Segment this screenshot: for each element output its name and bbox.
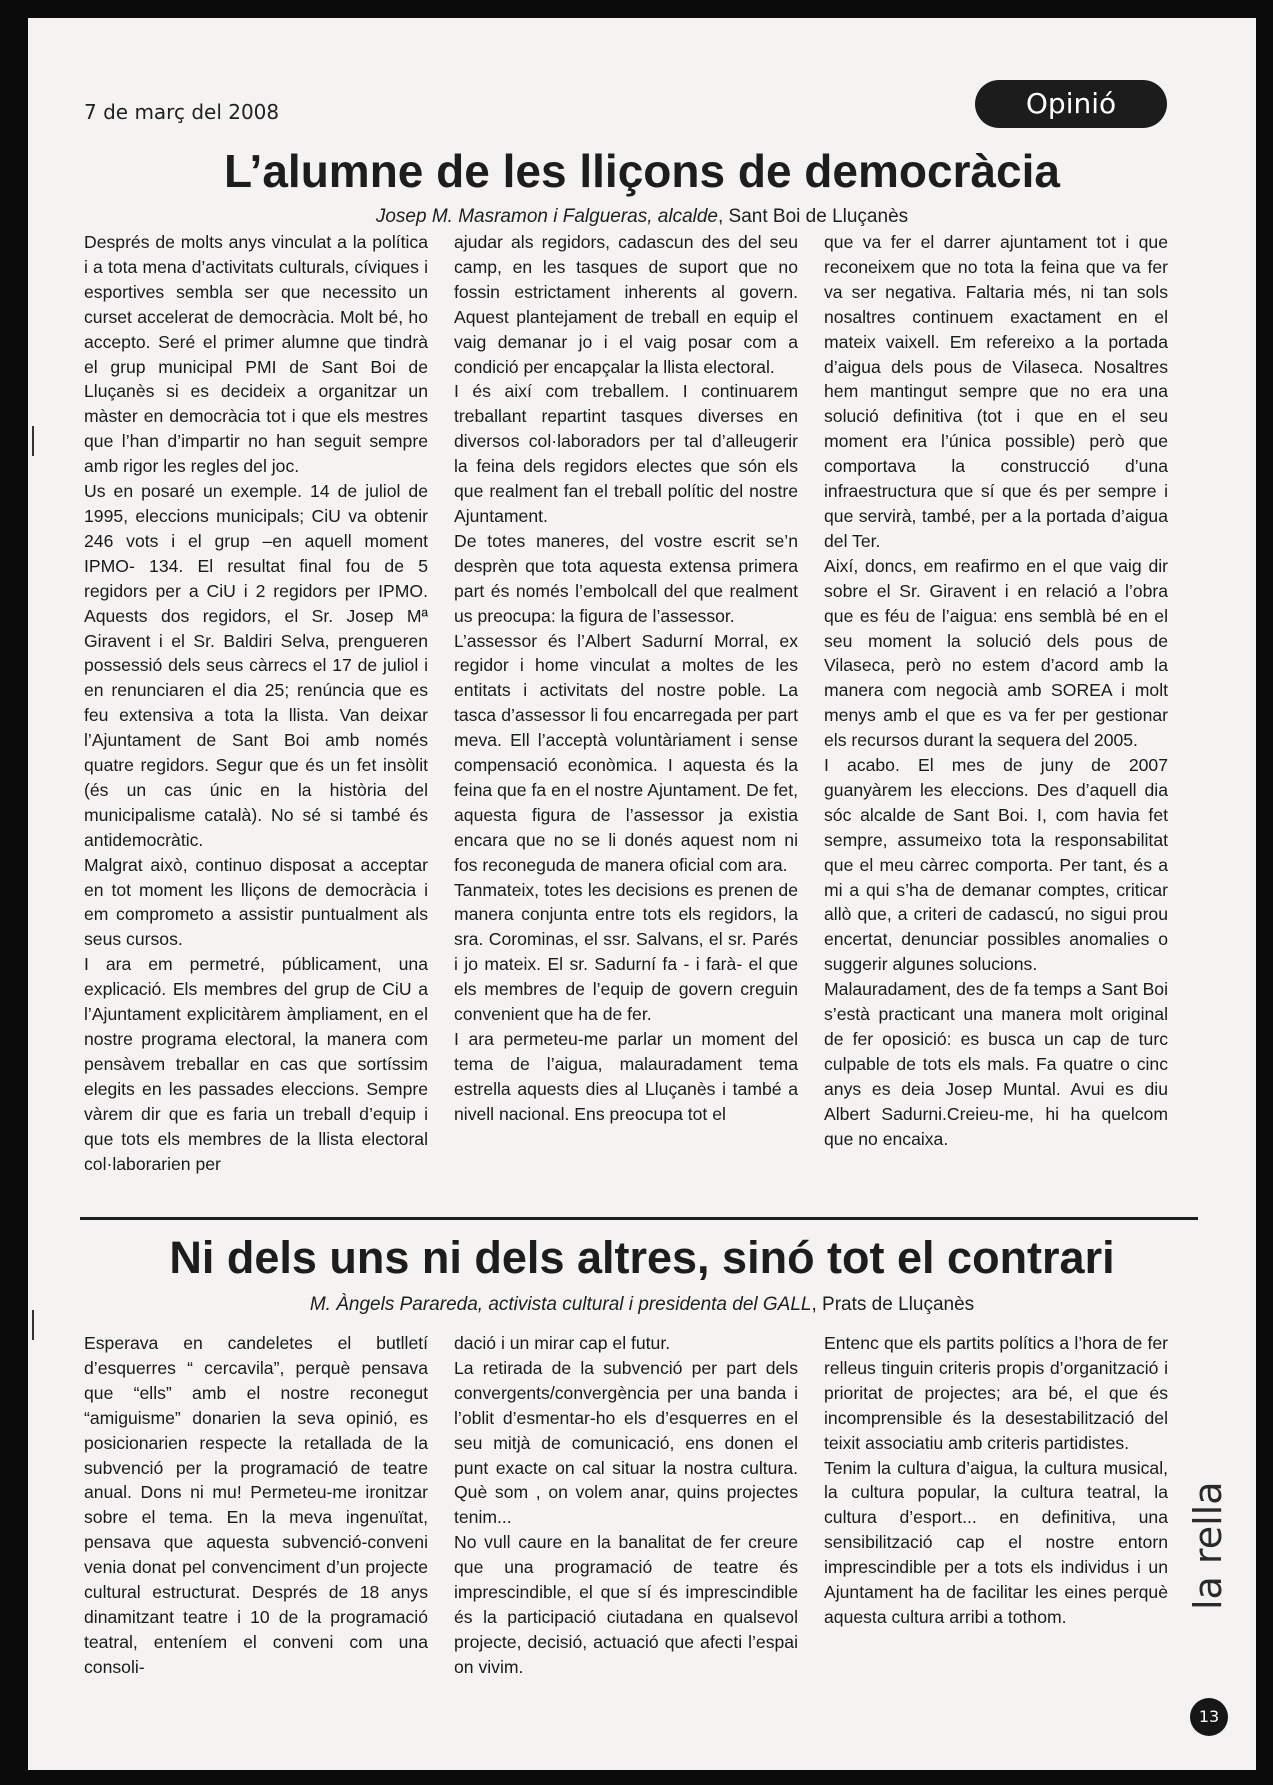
paragraph: Tanmateix, totes les decisions es prenen de manera conjunta entre tots els regidors, la sra. Corominas, el ssr. Salvans, el sr. Parés i jo mateix. El sr. Sadurní fa - i farà- el que els membres de l’equip de govern creguin convenient que ha de fer. (454, 879, 798, 1025)
paragraph: Després de molts anys vinculat a la política i a tota mena d’activitats culturals, cíviques i esportives sembla ser que necessito un curset accelerat de democràcia. Molt bé, ho accepto. Seré el primer alumne que tindrà el grup municipal PMI de Sant Boi de Lluçanès si es decideix a organitzar un màster en democràcia tot i que els mestres que l’han d’impartir no han seguit sempre amb rigor les regles del joc. (84, 232, 428, 477)
article-column-1 (84, 1331, 428, 1680)
paragraph: Esperava en candeletes el butlletí d’esquerres “ cercavila”, perquè pensava que “ells” amb el nostre reconegut “amiguisme” donarien la seva opinió, es posicionarien respecte la retallada de la subvenció per la programació de teatre anual. Dons ni mu! Permeteu-me ironitzar sobre el tema. En la meva ingenuïtat, pensava que aquesta subvenció-conveni venia donat pel convenciment d’un projecte cultural estructurat. Després de 18 anys dinamitzant teatre i 10 de la programació teatral, enteníem el conveni com una consoli- (84, 1333, 428, 1677)
paragraph: I acabo. El mes de juny de 2007 guanyàrem les eleccions. Des d’aquell dia sóc alcalde de Sant Boi. I, com havia fet sempre, assumeixo tota la responsabilitat que el meu càrrec comporta. Per tant, és a mi a qui s’ha de demanar comptes, criticar allò que, a criteri de cadascú, no sigui prou encertat, denunciar possibles anomalies o suggerir algunes solucions. (824, 755, 1168, 975)
byline-author: M. Àngels Parareda, activista cultural i presidenta del GALL (309, 1294, 812, 1315)
paragraph: I ara em permetré, públicament, una explicació. Els membres del grup de CiU a l’Ajuntament explicitàrem àmpliament, en el nostre programa electoral, la manera com pensàvem treballar en cas que sortíssim elegits en les passades eleccions. Sempre vàrem dir que es faria un treball d’equip i que tots els membres de la llista electoral col·laborarien per (84, 954, 428, 1174)
article-byline (28, 1294, 1256, 1316)
article-title: Ni dels uns ni dels altres, sinó tot el contrari (169, 1232, 1115, 1283)
page-number: 13 (1190, 1698, 1228, 1736)
article-column-2 (454, 230, 798, 1127)
article-divider (80, 1217, 1198, 1220)
article-byline (28, 206, 1256, 228)
article-column-3 (824, 230, 1168, 1152)
paragraph: Entenc que els partits polítics a l’hora de fer relleus tinguin criteris propis d’organització i prioritat de projectes; ara bé, el que és incomprensible és la desestabilització del teixit associatiu amb criteris partidistes. (824, 1333, 1168, 1453)
paragraph: que va fer el darrer ajuntament tot i que reconeixem que no tota la feina que va fer va ser negativa. Faltaria més, ni tan sols nosaltres continuem exactament en el mateix vaixell. Em refereixo a la portada d’aigua dels pous de Vilaseca. Nosaltres hem mantingut sempre que no era una solució definitiva (tot i que en el seu moment era l’única possible) però que comportava la construcció d’una infraestructura que sí que és per sempre i que servirà, també, per a la portada d’aigua del Ter. (824, 232, 1168, 551)
article-column-3 (824, 1331, 1168, 1630)
paragraph: Així, doncs, em reafirmo en el que vaig dir sobre el Sr. Giravent i en relació a l’obra que es féu de l’aigua: ens semblà bé en el seu moment la solució dels pous de Vilaseca, però no estem d’acord amb la manera com negocià amb SOREA i molt menys amb el que es va fer per gestionar els recursos durant la sequera del 2005. (824, 555, 1168, 751)
paragraph: Us en posaré un exemple. 14 de juliol de 1995, eleccions municipals; CiU va obtenir 246 vots i el grup –en aquell moment IPMO- 134. El resultat final fou de 5 regidors per a CiU i 2 regidors per IPMO. Aquests dos regidors, el Sr. Josep Mª Giravent i el Sr. Baldiri Selva, prengueren possessió dels seus càrrecs el 17 de juliol i en renunciaren el dia 25; renúncia que es feu extensiva a tota la llista. Van deixar l’Ajuntament de Sant Boi amb només quatre regidors. Segur que és un fet insòlit (és un cas únic en la història del municipalisme català). No sé si també és antidemocràtic. (84, 481, 428, 850)
byline-place: , Sant Boi de Lluçanès (718, 206, 909, 227)
paragraph: Malauradament, des de fa temps a Sant Boi s’està practicant una manera molt original de fer oposició: es busca un cap de turc culpable de tots els mals. Fa quatre o cinc anys es deia Josep Muntal. Avui es diu Albert Sadurni.Creieu-me, hi ha quelcom que no encaixa. (824, 979, 1168, 1149)
article-title: L’alumne de les lliçons de democràcia (224, 145, 1060, 197)
byline-place: , Prats de Lluçanès (811, 1294, 975, 1315)
paragraph: I ara permeteu-me parlar un moment del tema de l’aigua, malauradament tema estrella aquests dies al Lluçanès i també a nivell nacional. Ens preocupa tot el (454, 1029, 798, 1124)
article-column-1 (84, 230, 428, 1176)
newspaper-page (28, 18, 1256, 1770)
paragraph: ajudar als regidors, cadascun des del seu camp, en les tasques de suport que no fossin estrictament inherents al govern. Aquest plantejament de treball en equip el vaig demanar jo i el vaig posar com a condició per encapçalar la llista electoral. (454, 232, 798, 377)
paragraph: Tenim la cultura d’aigua, la cultura musical, la cultura popular, la cultura teatral, la cultura d’esport... en definitiva, una sensibilització cap el nostre entorn imprescindible per a tots els individus i un Ajuntament ha de facilitar les eines perquè aquesta cultura arribi a tothom. (824, 1457, 1168, 1627)
paragraph: La retirada de la subvenció per part dels convergents/convergència per una banda i l’oblit d’esmentar-ho els d’esquerres en el seu mitjà de comunicació, ens donen el punt exacte on cal situar la nostra cultura. Què som , on volem anar, quins projectes tenim... (454, 1357, 798, 1528)
paragraph: L’assessor és l’Albert Sadurní Morral, ex regidor i home vinculat a moltes de les entitats i activitats del nostre poble. La tasca d’assessor li fou encarregada per part meva. Ell l’acceptà voluntàriament i sense compensació econòmica. I aquesta és la feina que fa en el nostre Ajuntament. De fet, aquesta figura de l’assessor ja existia encara que no se li donés aquest nom ni fos reconeguda de manera oficial com ara. (454, 630, 798, 875)
paragraph: De totes maneres, del vostre escrit se’n desprèn que tota aquesta extensa primera part és només l’embolcall del que realment us preocupa: la figura de l’assessor. (454, 530, 798, 626)
article-column-2 (454, 1331, 798, 1680)
byline-author: Josep M. Masramon i Falgueras, alcalde (375, 206, 718, 227)
section-badge: Opinió (975, 80, 1167, 128)
paragraph: No vull caure en la banalitat de fer creure que una programació de teatre és imprescindible, el que sí és imprescindible és la participació ciutadana en qualsevol projecte, decisió, actuació que afecti l’espai on vivim. (454, 1532, 798, 1677)
paragraph: Malgrat això, continuo disposat a acceptar en tot moment les lliçons de democràcia i em comprometo a assistir puntualment als seus cursos. (84, 854, 428, 950)
staple-mark (32, 426, 34, 456)
paragraph: dació i un mirar cap el futur. (454, 1333, 671, 1353)
issue-date: 7 de març del 2008 (84, 100, 280, 124)
paragraph: I és així com treballem. I continuarem treballant repartint tasques diverses en diversos col·laboradors per tal d’alleugerir la feina dels regidors electes que són els que realment fan el treball polític del nostre Ajuntament. (454, 381, 798, 526)
publication-logo: la rella (1186, 1481, 1230, 1610)
